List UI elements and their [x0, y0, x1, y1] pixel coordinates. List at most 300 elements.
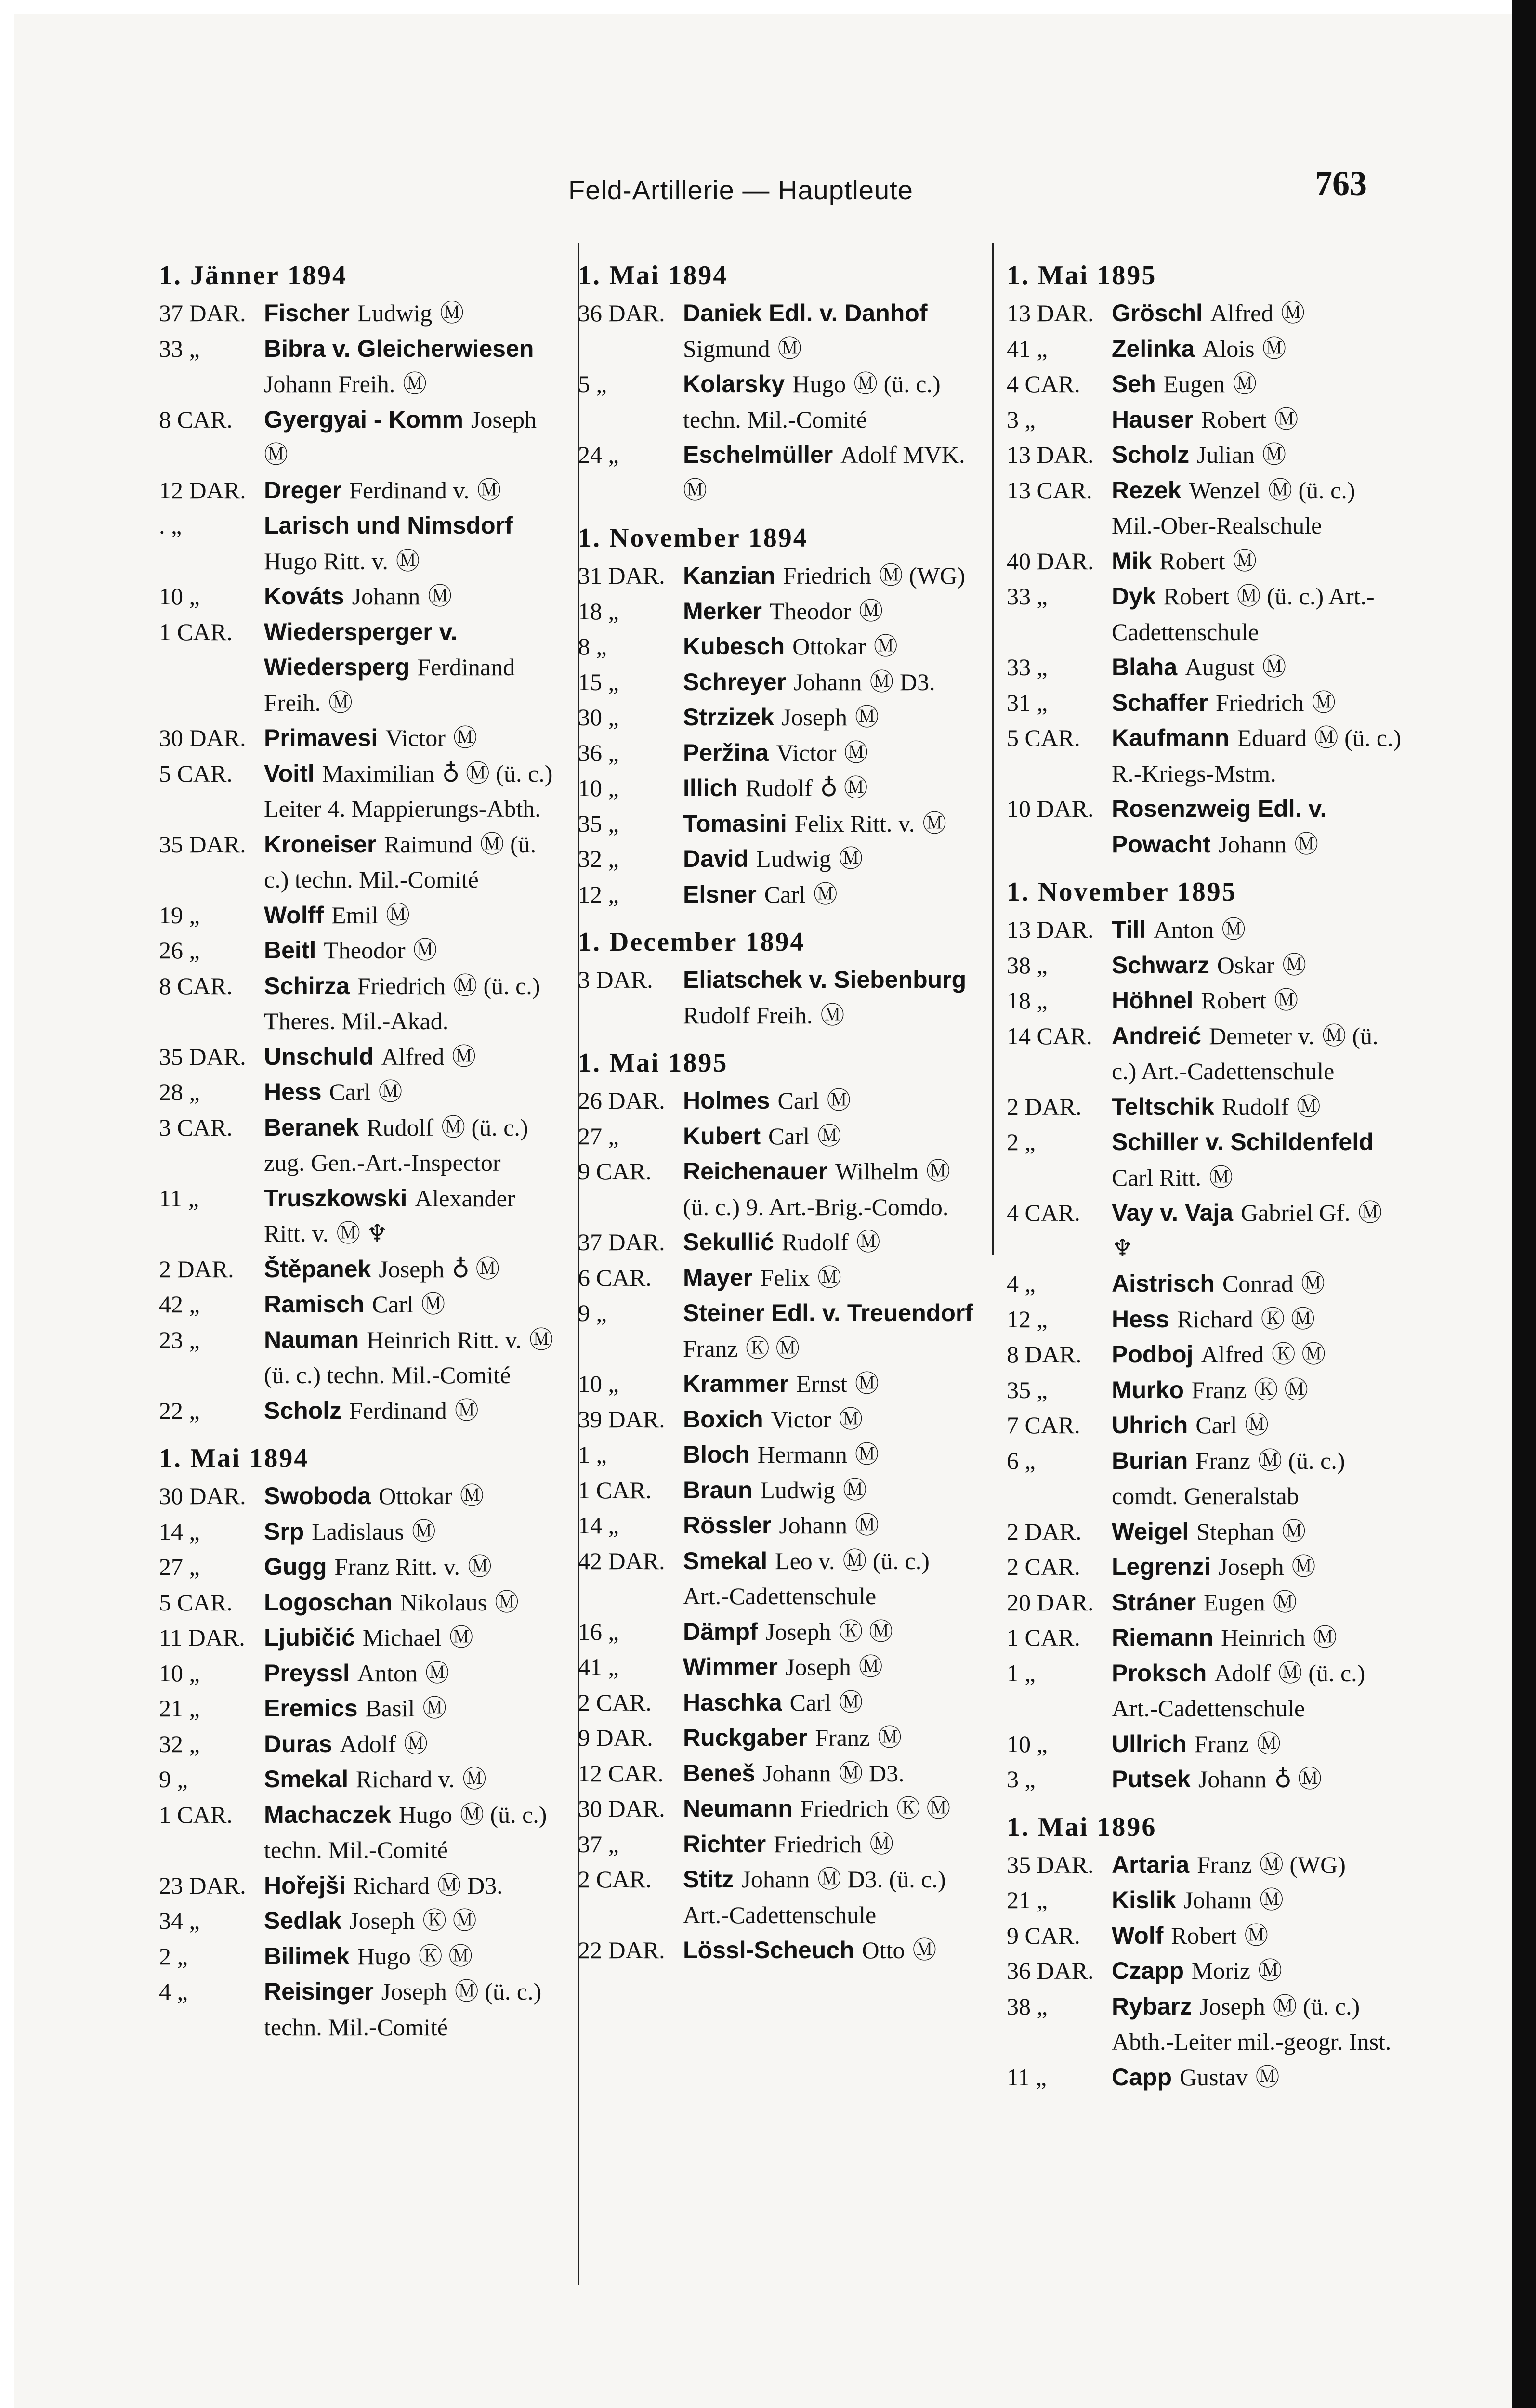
given-name: Nikolaus [400, 1588, 487, 1616]
decoration-annotation: Ⓜ (ü. c.) techn. Mil.-Comité [264, 1801, 547, 1863]
surname: Truszkowski [264, 1184, 407, 1212]
entry-text [264, 1903, 559, 1939]
entry-text [264, 1691, 559, 1727]
surname: Logoschan [264, 1588, 393, 1616]
officer-entry [1007, 912, 1402, 948]
surname: Rosenzweig Edl. v. Powacht [1112, 795, 1327, 858]
officer-entry [159, 1252, 559, 1287]
officer-entry [159, 827, 559, 898]
officer-entry [578, 877, 978, 913]
given-name: Carl [777, 1087, 819, 1114]
given-name: Joseph [379, 1255, 445, 1283]
surname: Hořejši [264, 1871, 346, 1899]
surname: Czapp [1112, 1957, 1184, 1984]
surname: Krammer [683, 1370, 789, 1397]
decoration-annotation: Ⓜ [854, 1370, 879, 1397]
officer-entry [578, 1685, 978, 1721]
entry-text [264, 1585, 559, 1621]
regiment-number: 2 „ [1007, 1128, 1036, 1155]
regiment-number: 38 „ [1007, 951, 1048, 979]
regiment-number: 10 „ [159, 583, 200, 610]
surname: David [683, 845, 749, 872]
given-name: Johann [352, 583, 420, 610]
officer-entry [159, 1322, 559, 1393]
section-heading: 1. Mai 1894 [159, 1443, 309, 1473]
given-name: Felix Ritt. v. [794, 810, 915, 837]
decoration-annotation: ♁ Ⓜ [452, 1255, 500, 1283]
surname: Höhnel [1112, 987, 1194, 1014]
officer-entry [1007, 791, 1402, 862]
given-name: Carl [329, 1078, 371, 1105]
regiment-number: 19 „ [159, 901, 200, 929]
surname: Elsner [683, 880, 757, 908]
entry-text [683, 1260, 978, 1296]
entry-text [264, 827, 559, 898]
entry-text [264, 1074, 559, 1110]
regiment-number: 33 „ [1007, 654, 1048, 681]
entry-text [264, 296, 559, 331]
section-heading: 1. December 1894 [578, 927, 805, 957]
regiment-number: 2 DAR. [1007, 1093, 1082, 1120]
regiment-number: 32 „ [578, 845, 619, 872]
given-name: Victor [776, 739, 837, 766]
officer-entry [159, 1974, 559, 2045]
officer-entry [1007, 296, 1402, 331]
surname: Kroneiser [264, 830, 377, 858]
surname: Wolf [1112, 1922, 1164, 1949]
decoration-annotation: Ⓜ [386, 901, 410, 929]
decoration-annotation: Ⓚ Ⓜ [745, 1335, 800, 1362]
given-name: Ludwig [760, 1476, 835, 1504]
given-name: Moriz [1191, 1957, 1251, 1984]
officer-entry [1007, 1514, 1402, 1550]
surname: Uhrich [1112, 1412, 1188, 1439]
decoration-annotation: Ⓜ D3. [437, 1871, 503, 1899]
decoration-annotation: Ⓜ [1273, 1588, 1297, 1616]
officer-entry [1007, 1373, 1402, 1408]
surname: Artaria [1112, 1851, 1190, 1878]
entry-text [1112, 1656, 1402, 1727]
decoration-annotation: Ⓜ [1209, 1164, 1234, 1191]
regiment-number: 10 „ [159, 1659, 200, 1687]
regiment-number: 21 „ [159, 1695, 200, 1722]
officer-entry [578, 1544, 978, 1614]
given-name: Sigmund [683, 335, 770, 362]
officer-entry [578, 700, 978, 735]
given-name: Wilhelm [835, 1158, 919, 1185]
officer-entry [1007, 402, 1402, 438]
entry-text [1112, 685, 1402, 721]
regiment-number: 10 „ [1007, 1730, 1048, 1757]
officer-entry [578, 771, 978, 806]
entry-text [683, 735, 978, 771]
regiment-number: 4 „ [1007, 1270, 1036, 1297]
surname: Schaffer [1112, 689, 1208, 716]
surname: Beranek [264, 1113, 359, 1141]
surname: Fischer [264, 300, 350, 327]
given-name: Hugo Ritt. v. [264, 547, 388, 575]
entry-text [683, 594, 978, 629]
entry-text [1112, 1762, 1402, 1797]
decoration-annotation: Ⓜ [453, 724, 477, 751]
surname: Sekullić [683, 1229, 774, 1256]
surname: Ljubičić [264, 1624, 355, 1651]
regiment-number: 4 „ [159, 1978, 188, 2005]
surname: Smekal [264, 1766, 349, 1793]
surname: Reichenauer [683, 1158, 828, 1185]
given-name: Eugen [1163, 370, 1225, 397]
officer-entry [1007, 437, 1402, 473]
regiment-number: 10 „ [578, 774, 619, 801]
officer-entry [1007, 1195, 1402, 1266]
entry-text [264, 1039, 559, 1075]
regiment-number: 27 „ [159, 1553, 200, 1580]
decoration-annotation: Ⓜ [1281, 300, 1305, 327]
surname: Ruckgaber [683, 1724, 808, 1751]
surname: Capp [1112, 2063, 1172, 2091]
given-name: Ernst [796, 1370, 848, 1397]
given-name: Adolf [1214, 1659, 1271, 1687]
officer-entry [578, 437, 978, 508]
officer-entry [578, 1720, 978, 1756]
given-name: Victor [385, 724, 446, 751]
surname: Hess [264, 1078, 322, 1105]
entry-text [264, 720, 559, 756]
regiment-number: 39 DAR. [578, 1405, 665, 1433]
decoration-annotation: Ⓜ [1233, 547, 1257, 575]
given-name: Gustav [1179, 2063, 1248, 2091]
surname: Richter [683, 1830, 766, 1858]
entry-text [264, 1939, 559, 1975]
officer-entry [159, 1181, 559, 1252]
entry-text [683, 1402, 978, 1438]
surname: Peržina [683, 739, 769, 766]
entry-text [1112, 402, 1402, 438]
regiment-number: 8 „ [578, 633, 607, 660]
given-name: Heinrich [1221, 1624, 1306, 1651]
officer-entry [578, 1756, 978, 1792]
given-name: Adolf [340, 1730, 396, 1757]
surname: Larisch und Nimsdorf [264, 512, 513, 539]
officer-entry [1007, 983, 1402, 1019]
regiment-number: 1 CAR. [578, 1476, 652, 1504]
entry-text [264, 1287, 559, 1322]
given-name: Joseph [781, 704, 847, 731]
entry-text [264, 1727, 559, 1762]
given-name: Carl [1195, 1412, 1237, 1439]
regiment-number: 35 DAR. [159, 1043, 246, 1070]
decoration-annotation: Ⓜ [1300, 1270, 1325, 1297]
surname: Kubesch [683, 633, 785, 660]
officer-entry [578, 1933, 978, 1968]
regiment-number: 40 DAR. [1007, 547, 1094, 575]
surname: Ullrich [1112, 1730, 1187, 1757]
entry-text [264, 1620, 559, 1656]
given-name: Richard [1177, 1305, 1253, 1333]
officer-entry [1007, 366, 1402, 402]
given-name: Franz [683, 1335, 738, 1362]
officer-entry [1007, 1125, 1402, 1195]
officer-entry [1007, 1918, 1402, 1954]
officer-entry [159, 1549, 559, 1585]
entry-text [264, 1797, 559, 1868]
entry-text [264, 331, 559, 402]
surname: Primavesi [264, 724, 378, 751]
given-name: Joseph [765, 1618, 831, 1645]
decoration-annotation: Ⓜ [328, 689, 353, 716]
given-name: Joseph [1199, 1992, 1265, 2020]
officer-entry [1007, 1408, 1402, 1443]
regiment-number: 9 „ [578, 1299, 607, 1326]
entry-text [683, 877, 978, 913]
decoration-annotation: Ⓜ [449, 1624, 473, 1651]
decoration-annotation: Ⓜ [411, 1518, 436, 1545]
entry-text [683, 1933, 978, 1968]
regiment-number: 35 DAR. [1007, 1851, 1094, 1878]
regiment-number: 5 CAR. [1007, 724, 1080, 751]
surname: Beitl [264, 937, 316, 964]
running-header: Feld-Artillerie — Hauptleute [568, 175, 913, 205]
decoration-annotation: Ⓜ (ü. c.) Art.-Cadettenschule [683, 1547, 930, 1610]
surname: Haschka [683, 1688, 782, 1716]
officer-entry [159, 968, 559, 1039]
given-name: Joseph [349, 1907, 415, 1934]
decoration-annotation: Ⓜ [854, 1512, 879, 1539]
decoration-annotation: Ⓜ [452, 1043, 476, 1070]
entry-text [264, 968, 559, 1039]
decoration-annotation: Ⓚ Ⓜ [1260, 1305, 1315, 1333]
given-name: Friedrich [1215, 689, 1304, 716]
officer-entry [159, 579, 559, 615]
decoration-annotation: Ⓜ [839, 845, 863, 872]
given-name: Alfred [1201, 1341, 1264, 1368]
given-name: Carl [764, 880, 806, 908]
decoration-annotation: Ⓜ [1312, 689, 1336, 716]
regiment-number: 4 CAR. [1007, 1199, 1080, 1226]
surname: Gugg [264, 1553, 327, 1580]
regiment-number: 2 CAR. [578, 1688, 652, 1716]
surname: Kubert [683, 1122, 761, 1150]
entry-text [683, 1366, 978, 1402]
entry-text [1112, 473, 1402, 544]
given-name: Franz [815, 1724, 870, 1751]
section-heading: 1. Jänner 1894 [159, 261, 347, 290]
given-name: Joseph [785, 1653, 851, 1680]
decoration-annotation: Ⓜ (ü. c.) Mil.-Ober-Realschule [1112, 476, 1355, 539]
given-name: Ladislaus [312, 1518, 404, 1545]
regiment-number: 1 CAR. [159, 618, 233, 645]
officer-entry [578, 1827, 978, 1862]
decoration-annotation: Ⓜ [264, 441, 288, 468]
given-name: Anton [1154, 916, 1214, 943]
officer-entry [578, 1154, 978, 1225]
officer-entry [1007, 1585, 1402, 1621]
regiment-number: 9 CAR. [1007, 1922, 1080, 1949]
decoration-annotation: Ⓜ [817, 1264, 842, 1291]
decoration-annotation: Ⓜ [1245, 1412, 1269, 1439]
regiment-number: 8 CAR. [159, 406, 233, 433]
given-name: Johann Freih. [264, 370, 395, 397]
given-name: Richard [353, 1871, 430, 1899]
officer-entry [578, 366, 978, 437]
entry-text [264, 1479, 559, 1514]
given-name: Julian [1197, 441, 1255, 468]
surname: Dyk [1112, 583, 1156, 610]
regiment-number: 37 DAR. [159, 300, 246, 327]
given-name: Franz [1191, 1376, 1247, 1403]
entry-text [683, 1508, 978, 1544]
given-name: Demeter v. [1209, 1022, 1314, 1049]
section-heading: 1. November 1895 [1007, 877, 1237, 907]
regiment-number: 12 CAR. [578, 1759, 664, 1787]
decoration-annotation: Ⓜ [421, 1291, 446, 1318]
regiment-number: 10 „ [578, 1370, 619, 1397]
regiment-number: 11 DAR. [159, 1624, 245, 1651]
given-name: Franz [1197, 1851, 1252, 1878]
decoration-annotation: Ⓜ (WG) [1259, 1851, 1346, 1878]
officer-entry [1007, 1656, 1402, 1727]
surname: Srp [264, 1518, 304, 1545]
surname: Bilimek [264, 1942, 350, 1970]
regiment-number: 36 DAR. [578, 300, 665, 327]
decoration-annotation: Ⓜ [1255, 2063, 1280, 2091]
regiment-number: 5 CAR. [159, 759, 233, 787]
officer-entry [159, 1797, 559, 1868]
regiment-number: 32 „ [159, 1730, 200, 1757]
decoration-annotation: Ⓜ ♆ [1112, 1199, 1382, 1262]
surname: Legrenzi [1112, 1553, 1211, 1580]
surname: Andreić [1112, 1022, 1202, 1049]
decoration-annotation: Ⓜ [1313, 1624, 1337, 1651]
entry-text [683, 1437, 978, 1473]
regiment-number: 10 DAR. [1007, 795, 1094, 822]
given-name: Friedrich [774, 1830, 862, 1858]
entry-text [1112, 791, 1402, 862]
given-name: Maximilian [322, 759, 434, 787]
officer-entry [159, 1514, 559, 1550]
entry-text [1112, 1302, 1402, 1337]
decoration-annotation: Ⓜ D3. [839, 1759, 905, 1787]
regiment-number: 22 „ [159, 1397, 200, 1424]
entry-text [264, 615, 559, 721]
entry-text [264, 898, 559, 933]
surname: Ramisch [264, 1291, 365, 1318]
given-name: Johann [1198, 1766, 1267, 1793]
officer-entry [578, 1473, 978, 1508]
officer-entry [159, 473, 559, 509]
regiment-number: 1 CAR. [159, 1801, 233, 1828]
officer-entry [159, 296, 559, 331]
given-name: Ludwig [756, 845, 831, 872]
given-name: Johann [762, 1759, 831, 1787]
given-name: Hugo [792, 370, 846, 397]
given-name: Johann [779, 1512, 847, 1539]
entry-text [1112, 1953, 1402, 1989]
surname: Neumann [683, 1795, 793, 1822]
surname: Strzizek [683, 704, 774, 731]
surname: Eschelmüller [683, 441, 833, 468]
surname: Rezek [1112, 476, 1182, 504]
decoration-annotation: Ⓜ [1294, 830, 1319, 858]
decoration-annotation: Ⓚ Ⓜ [896, 1795, 951, 1822]
officer-entry [1007, 579, 1402, 650]
regiment-number: 33 „ [159, 335, 200, 362]
regiment-number: 37 DAR. [578, 1229, 665, 1256]
surname: Stitz [683, 1866, 734, 1893]
decoration-annotation: ♁ Ⓜ (ü. c.) Leiter 4. Mappierungs-Abth. [264, 759, 553, 822]
given-name: Raimund [384, 830, 473, 858]
officer-entry [159, 615, 559, 721]
regiment-number: 22 DAR. [578, 1937, 665, 1963]
regiment-number: 3 DAR. [578, 966, 653, 993]
regiment-number: 1 CAR. [1007, 1624, 1080, 1651]
given-name: Johann [793, 668, 862, 695]
entry-text [264, 1974, 559, 2045]
officer-entry [578, 1437, 978, 1473]
decoration-annotation: Ⓜ (ü. c.) techn. Mil.-Comité [264, 1978, 542, 2041]
decoration-annotation: Ⓜ [440, 300, 464, 327]
officer-entry [159, 1287, 559, 1322]
given-name: Robert [1201, 987, 1267, 1014]
entry-text [264, 1868, 559, 1904]
column-rule-2 [992, 243, 994, 1255]
given-name: Johann [1183, 1886, 1252, 1913]
regiment-number: 41 „ [1007, 335, 1048, 362]
entry-text [264, 1393, 559, 1429]
surname: Teltschik [1112, 1093, 1215, 1120]
entry-text [1112, 1443, 1402, 1514]
given-name: Ferdinand v. [349, 476, 470, 504]
decoration-annotation: Ⓜ [869, 1830, 894, 1858]
given-name: Basil [365, 1695, 415, 1722]
regiment-number: 42 „ [159, 1291, 200, 1318]
entry-text [1112, 1373, 1402, 1408]
decoration-annotation: Ⓜ (ü. c.) R.-Kriegs-Mstm. [1112, 724, 1402, 787]
decoration-annotation: Ⓜ [403, 370, 427, 397]
entry-text [1112, 1019, 1402, 1089]
officer-entry [159, 720, 559, 756]
regiment-number: 31 „ [1007, 689, 1048, 716]
regiment-number: 2 „ [159, 1942, 188, 1970]
given-name: Rudolf Freih. [683, 1001, 813, 1029]
entry-text [683, 1649, 978, 1685]
given-name: Oskar [1217, 951, 1275, 979]
given-name: Robert [1159, 547, 1225, 575]
officer-entry [578, 1791, 978, 1827]
entry-text [1112, 296, 1402, 331]
officer-entry [578, 1260, 978, 1296]
regiment-number: 14 „ [159, 1518, 200, 1545]
entry-text [683, 558, 978, 594]
decoration-annotation: Ⓜ [467, 1553, 492, 1580]
given-name: Theodor [769, 597, 852, 625]
surname: Murko [1112, 1376, 1184, 1403]
surname: Schirza [264, 972, 350, 999]
surname: Burian [1112, 1447, 1188, 1474]
section-heading: 1. Mai 1896 [1007, 1812, 1157, 1842]
given-name: Johann [1218, 830, 1287, 858]
surname: Proksch [1112, 1659, 1207, 1687]
surname: Reisinger [264, 1978, 374, 2005]
decoration-annotation: Ⓚ Ⓜ [422, 1907, 477, 1934]
officer-entry [1007, 473, 1402, 544]
entry-text [683, 629, 978, 665]
page-number: 763 [1315, 164, 1367, 203]
entry-text [1112, 1918, 1402, 1954]
surname: Lössl-Scheuch [683, 1937, 854, 1963]
given-name: Franz Ritt. v. [334, 1553, 460, 1580]
surname: Štěpanek [264, 1255, 371, 1283]
